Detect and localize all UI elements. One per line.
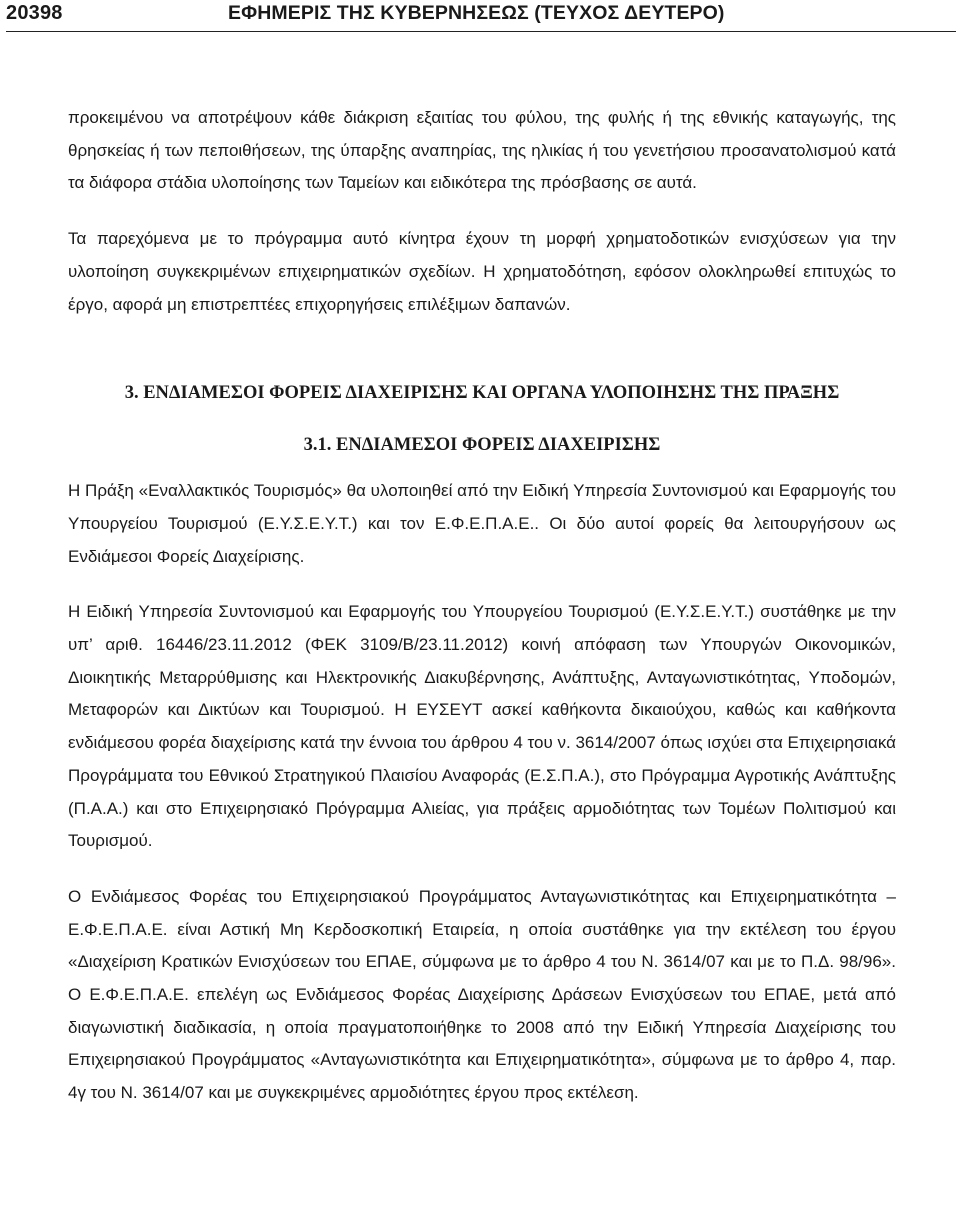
gazette-title: ΕΦΗΜΕΡΙΣ ΤΗΣ ΚΥΒΕΡΝΗΣΕΩΣ (ΤΕΥΧΟΣ ΔΕΥΤΕΡΟ) [228, 2, 725, 24]
paragraph-3: Η Πράξη «Εναλλακτικός Τουρισμός» θα υλοποιηθεί από την Ειδική Υπηρεσία Συντονισμού και Εφαρμογής του Υπουργείου Τουρισμού (Ε.Υ.Σ.Ε.Υ.Τ.) και τον Ε.Φ.Ε.Π.Α.Ε.. Οι δύο αυτοί φορείς θα λειτουργήσουν ως Ενδιάμεσοι Φορείς Διαχείρισης. [68, 481, 896, 566]
paragraph-1: προκειμένου να αποτρέψουν κάθε διάκριση εξαιτίας του φύλου, της φυλής ή της εθνικής καταγωγής, της θρησκείας ή των πεποιθήσεων, της ύπαρξης αναπηρίας, της ηλικίας ή του γενετήσιου προσανατολισμού κατά τα διάφορα στάδια υλοποίησης των Ταμείων και ειδικότερα της πρόσβασης σε αυτά. [68, 108, 896, 193]
header-rule [6, 31, 956, 32]
page-number: 20398 [6, 2, 63, 24]
paragraph-5: Ο Ενδιάμεσος Φορέας του Επιχειρησιακού Προγράμματος Ανταγωνιστικότητας και Επιχειρηματικότητα – Ε.Φ.Ε.Π.Α.Ε. είναι Αστική Μη Κερδοσκοπική Εταιρεία, η οποία συστάθηκε για την εκτέλεση του έργου «Διαχείριση Κρατικών Ενισχύσεων του ΕΠΑΕ, σύμφωνα με το άρθρο 4 του Ν. 3614/07 και με το Π.Δ. 98/96». Ο Ε.Φ.Ε.Π.Α.Ε. επελέγη ως Ενδιάμεσος Φορέας Διαχείρισης Δράσεων Ενισχύσεων του ΕΠΑΕ, μετά από διαγωνιστική διαδικασία, η οποία πραγματοποιήθηκε το 2008 από την Ειδική Υπηρεσία Διαχείρισης του Επιχειρησιακού Προγράμματος «Ανταγωνιστικότητα και Επιχειρηματικότητα», σύμφωνα με το άρθρο 4, παρ. 4γ του Ν. 3614/07 και με συγκεκριμένες αρμοδιότητες έργου προς εκτέλεση. [68, 886, 896, 1103]
page-header [0, 0, 960, 30]
subsection-heading: 3.1. ΕΝΔΙΑΜΕΣΟΙ ΦΟΡΕΙΣ ΔΙΑΧΕΙΡΙΣΗΣ [303, 435, 661, 456]
section-heading: 3. ΕΝΔΙΑΜΕΣΟΙ ΦΟΡΕΙΣ ΔΙΑΧΕΙΡΙΣΗΣ ΚΑΙ ΟΡΓΑΝΑ ΥΛΟΠΟΙΗΣΗΣ ΤΗΣ ΠΡΑΞΗΣ [124, 383, 840, 404]
paragraph-2: Τα παρεχόμενα με το πρόγραμμα αυτό κίνητρα έχουν τη μορφή χρηματοδοτικών ενισχύσεων για την υλοποίηση συγκεκριμένων επιχειρηματικών σχεδίων. Η χρηματοδότηση, εφόσον ολοκληρωθεί επιτυχώς το έργο, αφορά μη επιστρεπτέες επιχορηγήσεις επιλέξιμων δαπανών. [68, 229, 896, 314]
document-body [68, 102, 896, 1110]
paragraph-4: Η Ειδική Υπηρεσία Συντονισμού και Εφαρμογής του Υπουργείου Τουρισμού (Ε.Υ.Σ.Ε.Υ.Τ.) συστάθηκε με την υπ’ αριθ. 16446/23.11.2012 (ΦΕΚ 3109/Β/23.11.2012) κοινή απόφαση των Υπουργών Οικονομικών, Διοικητικής Μεταρρύθμισης και Ηλεκτρονικής Διακυβέρνησης, Ανάπτυξης, Ανταγωνιστικότητας, Υποδομών, Μεταφορών και Δικτύων και Τουρισμού. Η ΕΥΣΕΥΤ ασκεί καθήκοντα δικαιούχου, καθώς και καθήκοντα ενδιάμεσου φορέα διαχείρισης κατά την έννοια του άρθρου 4 του ν. 3614/2007 όπως ισχύει στα Επιχειρησιακά Προγράμματα του Εθνικού Στρατηγικού Πλαισίου Αναφοράς (Ε.Σ.Π.Α.), στο Πρόγραμμα Αγροτικής Ανάπτυξης (Π.Α.Α.) και στο Επιχειρησιακό Πρόγραμμα Αλιείας, για πράξεις αρμοδιότητας των Τομέων Πολιτισμού και Τουρισμού. [68, 602, 896, 851]
